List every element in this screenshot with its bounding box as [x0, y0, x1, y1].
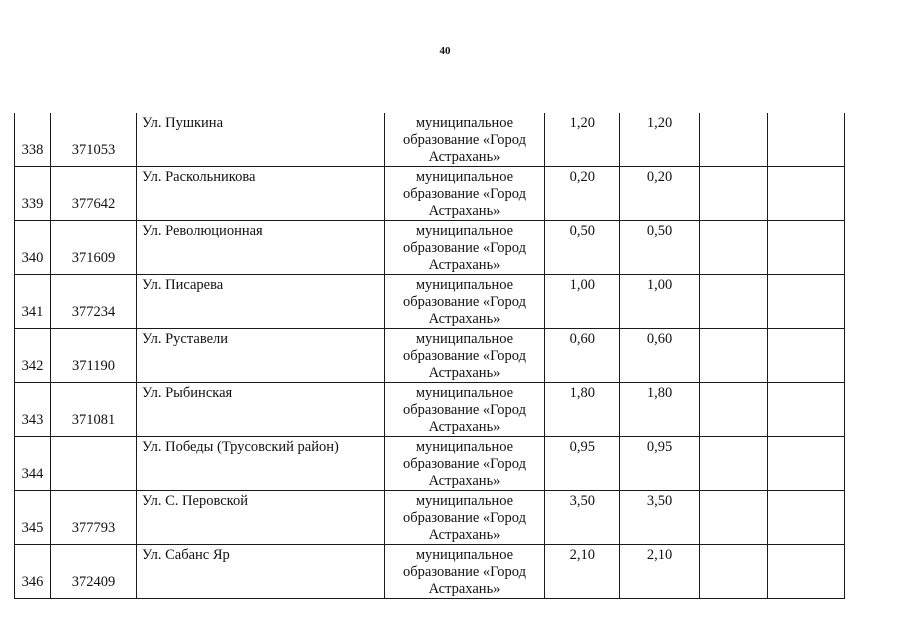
table-row [15, 113, 845, 167]
empty-cell [700, 275, 768, 329]
street-name: Ул. С. Перовской [137, 491, 385, 545]
owner-name: муниципальное образование «Город Астрахань» [385, 383, 545, 437]
length-total: 1,00 [545, 275, 620, 329]
street-name: Ул. Революционная [137, 221, 385, 275]
street-name: Ул. Сабанс Яр [137, 545, 385, 599]
roads-register-table [14, 113, 845, 599]
length-secondary: 0,60 [620, 329, 700, 383]
road-code: 371053 [51, 113, 137, 167]
length-total: 1,20 [545, 113, 620, 167]
length-secondary: 0,95 [620, 437, 700, 491]
empty-cell [768, 275, 845, 329]
owner-name: муниципальное образование «Город Астрахань» [385, 437, 545, 491]
street-name: Ул. Победы (Трусовский район) [137, 437, 385, 491]
empty-cell [768, 113, 845, 167]
owner-name: муниципальное образование «Город Астрахань» [385, 329, 545, 383]
empty-cell [700, 113, 768, 167]
street-name: Ул. Рыбинская [137, 383, 385, 437]
empty-cell [768, 221, 845, 275]
table-row [15, 383, 845, 437]
table-row [15, 329, 845, 383]
row-number: 344 [15, 437, 51, 491]
empty-cell [700, 221, 768, 275]
road-code: 377793 [51, 491, 137, 545]
road-code: 371609 [51, 221, 137, 275]
row-number: 345 [15, 491, 51, 545]
road-code [51, 437, 137, 491]
row-number: 338 [15, 113, 51, 167]
owner-name: муниципальное образование «Город Астрахань» [385, 167, 545, 221]
empty-cell [700, 491, 768, 545]
table-row [15, 545, 845, 599]
row-number: 343 [15, 383, 51, 437]
table-row [15, 275, 845, 329]
length-secondary: 3,50 [620, 491, 700, 545]
street-name: Ул. Писарева [137, 275, 385, 329]
road-code: 372409 [51, 545, 137, 599]
length-secondary: 1,80 [620, 383, 700, 437]
length-secondary: 1,20 [620, 113, 700, 167]
length-secondary: 1,00 [620, 275, 700, 329]
owner-name: муниципальное образование «Город Астрахань» [385, 113, 545, 167]
owner-name: муниципальное образование «Город Астрахань» [385, 275, 545, 329]
length-secondary: 0,50 [620, 221, 700, 275]
row-number: 340 [15, 221, 51, 275]
empty-cell [768, 383, 845, 437]
road-code: 371190 [51, 329, 137, 383]
length-total: 0,20 [545, 167, 620, 221]
length-secondary: 2,10 [620, 545, 700, 599]
street-name: Ул. Раскольникова [137, 167, 385, 221]
length-total: 0,60 [545, 329, 620, 383]
row-number: 342 [15, 329, 51, 383]
empty-cell [700, 437, 768, 491]
street-name: Ул. Руставели [137, 329, 385, 383]
length-secondary: 0,20 [620, 167, 700, 221]
empty-cell [768, 491, 845, 545]
empty-cell [700, 167, 768, 221]
empty-cell [700, 545, 768, 599]
empty-cell [700, 329, 768, 383]
owner-name: муниципальное образование «Город Астрахань» [385, 491, 545, 545]
row-number: 341 [15, 275, 51, 329]
road-code: 371081 [51, 383, 137, 437]
length-total: 3,50 [545, 491, 620, 545]
empty-cell [768, 329, 845, 383]
length-total: 2,10 [545, 545, 620, 599]
owner-name: муниципальное образование «Город Астрахань» [385, 221, 545, 275]
row-number: 346 [15, 545, 51, 599]
empty-cell [700, 383, 768, 437]
road-code: 377642 [51, 167, 137, 221]
table-row [15, 221, 845, 275]
empty-cell [768, 437, 845, 491]
empty-cell [768, 167, 845, 221]
table-row [15, 437, 845, 491]
road-code: 377234 [51, 275, 137, 329]
empty-cell [768, 545, 845, 599]
street-name: Ул. Пушкина [137, 113, 385, 167]
length-total: 0,95 [545, 437, 620, 491]
owner-name: муниципальное образование «Город Астрахань» [385, 545, 545, 599]
table-row [15, 167, 845, 221]
page-number: 40 [439, 45, 451, 57]
length-total: 1,80 [545, 383, 620, 437]
row-number: 339 [15, 167, 51, 221]
table-row [15, 491, 845, 545]
length-total: 0,50 [545, 221, 620, 275]
